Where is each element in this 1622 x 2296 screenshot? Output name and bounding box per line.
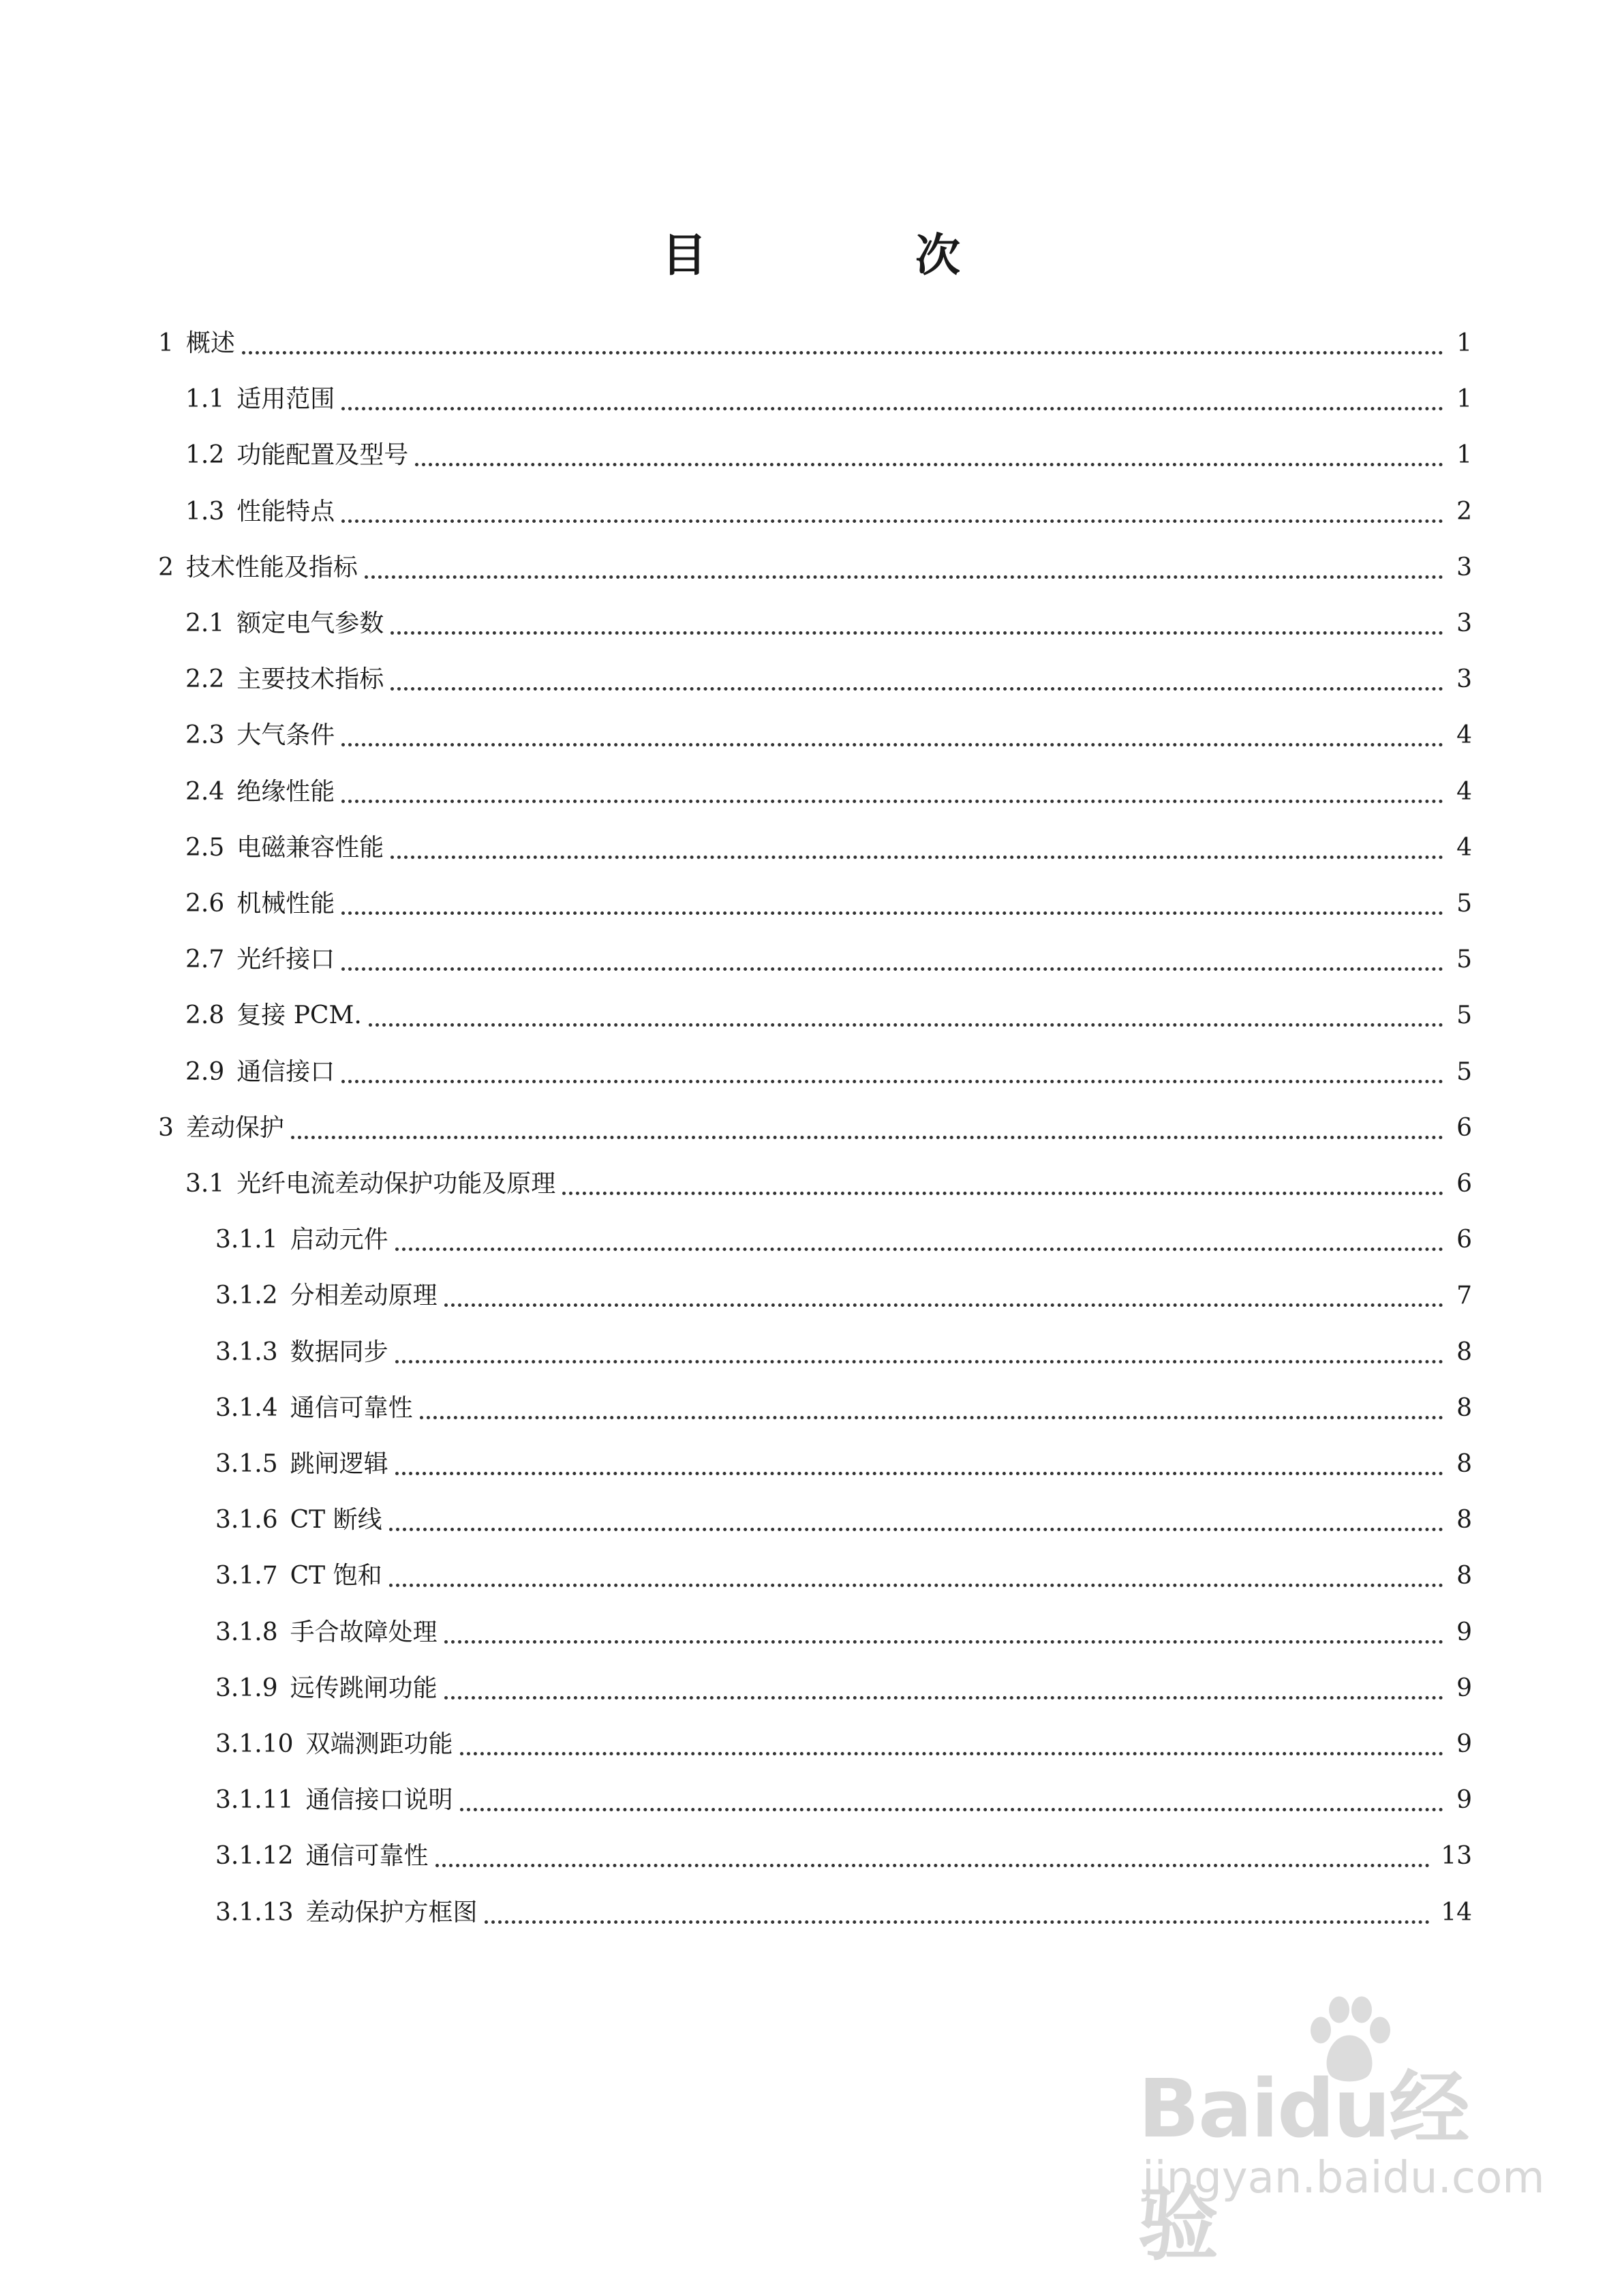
toc-entry-label: 绝缘性能 bbox=[236, 777, 335, 806]
toc-entry[interactable] bbox=[215, 1444, 1472, 1485]
toc-entry[interactable] bbox=[215, 1836, 1472, 1877]
watermark bbox=[1138, 1989, 1545, 2271]
toc-entry-label: 大气条件 bbox=[236, 721, 335, 750]
toc-entry-label: 性能特点 bbox=[236, 497, 335, 526]
toc-entry-page: 2 bbox=[1456, 497, 1472, 526]
toc-entry[interactable] bbox=[215, 1388, 1472, 1429]
toc-dot-leader bbox=[362, 547, 1448, 588]
toc-entry-number: 1.2 bbox=[185, 441, 225, 470]
toc-entry-page: 8 bbox=[1456, 1393, 1472, 1422]
toc-entry[interactable] bbox=[185, 715, 1472, 756]
toc-entry-label: 差动保护 bbox=[185, 1113, 284, 1142]
toc-entry-label: 手合故障处理 bbox=[290, 1618, 438, 1646]
toc-entry-number: 2.5 bbox=[185, 833, 225, 862]
toc-entry[interactable] bbox=[185, 883, 1472, 924]
toc-dot-leader bbox=[442, 1612, 1448, 1653]
toc-entry-label: 通信可靠性 bbox=[305, 1842, 429, 1871]
toc-entry-page: 9 bbox=[1456, 1786, 1472, 1815]
toc-entry[interactable] bbox=[215, 1892, 1472, 1933]
toc-dot-leader bbox=[339, 379, 1448, 420]
toc-dot-leader bbox=[388, 659, 1448, 700]
toc-entry-number: 2.1 bbox=[185, 609, 225, 637]
toc-entry[interactable] bbox=[158, 1108, 1472, 1149]
toc-entry-label: 适用范围 bbox=[236, 385, 335, 414]
toc-entry-page: 8 bbox=[1456, 1506, 1472, 1535]
toc-entry-page: 9 bbox=[1456, 1674, 1472, 1702]
toc-entry-page: 8 bbox=[1456, 1338, 1472, 1366]
toc-entry-page: 9 bbox=[1456, 1730, 1472, 1758]
toc-entry[interactable] bbox=[215, 1500, 1472, 1541]
toc-dot-leader bbox=[412, 435, 1448, 476]
toc-dot-leader bbox=[339, 772, 1448, 813]
toc-entry-page: 1 bbox=[1456, 329, 1472, 357]
toc-entry-page: 3 bbox=[1456, 609, 1472, 637]
toc-dot-leader bbox=[386, 1500, 1448, 1541]
toc-dot-leader bbox=[366, 995, 1448, 1036]
toc-entry-page: 8 bbox=[1456, 1450, 1472, 1478]
toc-dot-leader bbox=[457, 1780, 1448, 1821]
toc-dot-leader bbox=[442, 1275, 1448, 1316]
toc-entry-number: 1 bbox=[158, 329, 174, 357]
toc-entry-number: 3.1.8 bbox=[215, 1618, 278, 1646]
toc-dot-leader bbox=[417, 1388, 1448, 1429]
watermark-logo: Baidu经验 bbox=[1138, 2061, 1469, 2271]
toc-entry-page: 1 bbox=[1456, 441, 1472, 470]
toc-entry-number: 3.1.11 bbox=[215, 1786, 294, 1815]
toc-entry-label: 概述 bbox=[185, 329, 235, 357]
toc-entry-number: 1.3 bbox=[185, 497, 225, 526]
toc-entry-number: 3.1 bbox=[185, 1170, 225, 1198]
toc-entry-number: 2.7 bbox=[185, 946, 225, 974]
toc-entry-number: 3.1.10 bbox=[215, 1730, 294, 1758]
toc-dot-leader bbox=[388, 603, 1448, 644]
toc-dot-leader bbox=[288, 1108, 1448, 1149]
toc-entry-number: 3.1.13 bbox=[215, 1898, 294, 1927]
toc-entry-page: 9 bbox=[1456, 1618, 1472, 1646]
watermark-url: jingyan.baidu.com bbox=[1142, 2153, 1545, 2203]
toc-dot-leader bbox=[560, 1164, 1448, 1205]
toc-dot-leader bbox=[442, 1668, 1448, 1709]
toc-entry-page: 4 bbox=[1456, 777, 1472, 806]
toc-entry-page: 5 bbox=[1456, 1057, 1472, 1086]
toc-entry[interactable] bbox=[215, 1780, 1472, 1821]
toc-entry-label: 光纤电流差动保护功能及原理 bbox=[236, 1170, 556, 1198]
toc-entry-number: 3.1.1 bbox=[215, 1226, 278, 1254]
toc-entry-label: 跳闸逻辑 bbox=[290, 1450, 388, 1478]
toc-entry-number: 2 bbox=[158, 553, 174, 581]
toc-entry[interactable] bbox=[185, 659, 1472, 700]
toc-entry[interactable] bbox=[215, 1612, 1472, 1653]
toc-entry-label: 通信接口说明 bbox=[305, 1786, 453, 1815]
toc-dot-leader bbox=[386, 1556, 1448, 1597]
toc-entry[interactable] bbox=[215, 1668, 1472, 1709]
toc-entry-label: 远传跳闸功能 bbox=[290, 1674, 438, 1702]
toc-entry[interactable] bbox=[215, 1556, 1472, 1597]
toc-entry-page: 6 bbox=[1456, 1170, 1472, 1198]
toc-entry-label: 通信接口 bbox=[236, 1057, 335, 1086]
toc-entry-number: 2.8 bbox=[185, 1001, 225, 1030]
toc-entry-number: 3.1.9 bbox=[215, 1674, 278, 1702]
toc-entry-page: 13 bbox=[1441, 1842, 1472, 1871]
toc-dot-leader bbox=[482, 1892, 1435, 1933]
toc-entry-number: 3.1.5 bbox=[215, 1450, 278, 1478]
toc-entry-label: CT 断线 bbox=[290, 1506, 382, 1535]
toc-entry[interactable] bbox=[185, 492, 1472, 532]
toc-entry[interactable] bbox=[185, 939, 1472, 980]
toc-entry-page: 5 bbox=[1456, 890, 1472, 918]
toc-dot-leader bbox=[457, 1724, 1448, 1765]
toc-entry-number: 2.9 bbox=[185, 1057, 225, 1086]
toc-dot-leader bbox=[339, 883, 1448, 924]
toc-entry-label: 复接 PCM. bbox=[236, 1001, 362, 1030]
toc-entry[interactable] bbox=[185, 603, 1472, 644]
toc-dot-leader bbox=[433, 1836, 1435, 1877]
toc-entry-number: 3.1.6 bbox=[215, 1506, 278, 1535]
toc-entry[interactable] bbox=[185, 772, 1472, 813]
toc-entry-label: 双端测距功能 bbox=[305, 1730, 453, 1758]
toc-dot-leader bbox=[339, 1052, 1448, 1093]
toc-entry-number: 3.1.3 bbox=[215, 1338, 278, 1366]
toc-dot-leader bbox=[339, 715, 1448, 756]
toc-entry-page: 14 bbox=[1441, 1898, 1472, 1927]
toc-entry-label: 光纤接口 bbox=[236, 946, 335, 974]
toc-entry-page: 6 bbox=[1456, 1226, 1472, 1254]
toc-entry-number: 3.1.12 bbox=[215, 1842, 294, 1871]
toc-entry-label: 电磁兼容性能 bbox=[236, 833, 384, 862]
toc-dot-leader bbox=[339, 939, 1448, 980]
toc-entry-label: 数据同步 bbox=[290, 1338, 388, 1366]
toc-entry-label: CT 饱和 bbox=[290, 1562, 382, 1590]
toc-entry-number: 2.4 bbox=[185, 777, 225, 806]
toc-entry-number: 3.1.7 bbox=[215, 1562, 278, 1590]
toc-dot-leader bbox=[393, 1220, 1448, 1260]
toc-entry-page: 1 bbox=[1456, 385, 1472, 414]
toc-entry-number: 1.1 bbox=[185, 385, 225, 414]
toc-entry[interactable] bbox=[185, 828, 1472, 868]
toc-entry-number: 3 bbox=[158, 1113, 174, 1142]
toc-entry-label: 主要技术指标 bbox=[236, 665, 384, 694]
toc-entry[interactable] bbox=[185, 379, 1472, 420]
toc-dot-leader bbox=[393, 1332, 1448, 1373]
toc-entry-page: 8 bbox=[1456, 1562, 1472, 1590]
toc-entry[interactable] bbox=[215, 1275, 1472, 1316]
toc-entry[interactable] bbox=[185, 435, 1472, 476]
toc-entry[interactable] bbox=[215, 1724, 1472, 1765]
toc-dot-leader bbox=[339, 492, 1448, 532]
toc-entry[interactable] bbox=[215, 1332, 1472, 1373]
toc-entry-page: 3 bbox=[1456, 665, 1472, 694]
toc-entry-page: 6 bbox=[1456, 1113, 1472, 1142]
toc-entry[interactable] bbox=[185, 1052, 1472, 1093]
toc-entry[interactable] bbox=[158, 547, 1472, 588]
toc-entry-page: 5 bbox=[1456, 1001, 1472, 1030]
page-title: 目 次 bbox=[662, 229, 1042, 282]
toc-entry-label: 机械性能 bbox=[236, 890, 335, 918]
toc-entry-page: 3 bbox=[1456, 553, 1472, 581]
toc-entry-number: 2.2 bbox=[185, 665, 225, 694]
toc-entry[interactable] bbox=[158, 323, 1472, 364]
toc-entry-label: 功能配置及型号 bbox=[236, 441, 409, 470]
toc-entry-page: 7 bbox=[1456, 1282, 1472, 1310]
toc-entry-label: 技术性能及指标 bbox=[185, 553, 358, 581]
toc-entry-page: 4 bbox=[1456, 833, 1472, 862]
toc-entry-number: 3.1.2 bbox=[215, 1282, 278, 1310]
toc-entry-label: 通信可靠性 bbox=[290, 1393, 413, 1422]
toc-entry-number: 2.6 bbox=[185, 890, 225, 918]
toc-dot-leader bbox=[393, 1444, 1448, 1485]
toc-entry[interactable] bbox=[185, 1164, 1472, 1205]
toc-entry-label: 差动保护方框图 bbox=[305, 1898, 478, 1927]
toc-entry-page: 4 bbox=[1456, 721, 1472, 750]
toc-dot-leader bbox=[388, 828, 1448, 868]
toc-entry-number: 3.1.4 bbox=[215, 1393, 278, 1422]
toc-entry-label: 分相差动原理 bbox=[290, 1282, 438, 1310]
toc-entry[interactable] bbox=[215, 1220, 1472, 1260]
toc-entry-label: 启动元件 bbox=[290, 1226, 388, 1254]
toc-entry-label: 额定电气参数 bbox=[236, 609, 384, 637]
toc-dot-leader bbox=[239, 323, 1448, 364]
toc-entry-page: 5 bbox=[1456, 946, 1472, 974]
toc-entry[interactable] bbox=[185, 995, 1472, 1036]
toc-entry-number: 2.3 bbox=[185, 721, 225, 750]
